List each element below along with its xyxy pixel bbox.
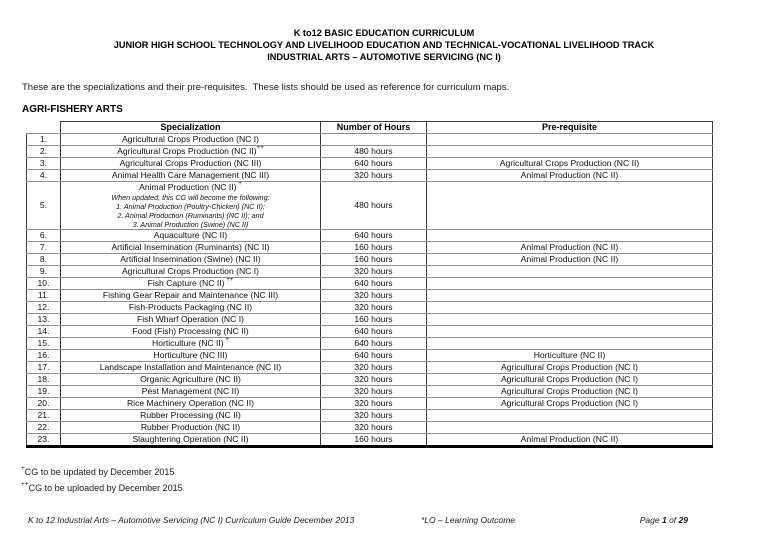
specialization-cell bbox=[61, 302, 321, 314]
hours-cell: 160 hours bbox=[321, 242, 427, 254]
specialization-cell bbox=[61, 146, 321, 158]
prereq-cell bbox=[427, 422, 713, 434]
specialization-name: Rubber Processing (NC II) bbox=[140, 410, 241, 420]
row-number-cell: 13. bbox=[27, 314, 61, 326]
row-number-cell: 4. bbox=[27, 170, 61, 182]
specialization-name: Slaughtering Operation (NC II) bbox=[132, 434, 249, 444]
table-row bbox=[27, 266, 713, 278]
table-row bbox=[27, 362, 713, 374]
row-number-cell: 18. bbox=[27, 374, 61, 386]
prereq-cell bbox=[427, 230, 713, 242]
footnote-marker: ++ bbox=[224, 277, 234, 284]
specialization-name: Agricultural Crops Production (NC I) bbox=[121, 134, 260, 144]
hours-cell: 480 hours bbox=[321, 182, 427, 230]
specialization-name: Organic Agriculture (NC II) bbox=[140, 374, 241, 384]
table-row bbox=[27, 170, 713, 182]
specialization-name: Pest Management (NC II) bbox=[141, 386, 240, 396]
cg-update-note-item: 1. Animal Production (Poultry-Chicken) (NC II); bbox=[116, 202, 265, 211]
table-row bbox=[27, 242, 713, 254]
row-number-cell: 8. bbox=[27, 254, 61, 266]
footnote: +CG to be updated by December 2015 bbox=[21, 465, 175, 477]
prereq-cell bbox=[427, 326, 713, 338]
table-row bbox=[27, 182, 713, 230]
prereq-cell: Animal Production (NC II) bbox=[427, 434, 713, 447]
table-row bbox=[27, 386, 713, 398]
hours-cell: 320 hours bbox=[321, 386, 427, 398]
hours-cell: 640 hours bbox=[321, 230, 427, 242]
row-number-cell: 9. bbox=[27, 266, 61, 278]
hours-cell: 320 hours bbox=[321, 410, 427, 422]
footnote: ++CG to be uploaded by December 2015 bbox=[21, 481, 183, 493]
specialization-name: Rubber Production (NC II) bbox=[140, 422, 241, 432]
prereq-cell: Animal Production (NC II) bbox=[427, 170, 713, 182]
intro-paragraph: These are the specializations and their pre-requisites. These lists should be used as reference for curriculum maps. bbox=[22, 82, 510, 93]
specialization-name: Horticulture (NC II) bbox=[152, 338, 224, 348]
title-line-1: K to12 BASIC EDUCATION CURRICULUM bbox=[293, 28, 475, 38]
table-row bbox=[27, 422, 713, 434]
specialization-cell bbox=[61, 338, 321, 350]
specialization-name: Horticulture (NC III) bbox=[153, 350, 228, 360]
table-row bbox=[27, 158, 713, 170]
hours-cell: 320 hours bbox=[321, 422, 427, 434]
footnotes bbox=[21, 463, 183, 495]
specialization-cell bbox=[61, 242, 321, 254]
hours-cell: 320 hours bbox=[321, 170, 427, 182]
row-number-cell: 20. bbox=[27, 398, 61, 410]
column-header-blank bbox=[27, 122, 61, 134]
specialization-cell bbox=[61, 434, 321, 447]
hours-cell: 160 hours bbox=[321, 314, 427, 326]
specialization-cell bbox=[61, 422, 321, 434]
footnote-marker: ++ bbox=[256, 145, 264, 152]
prereq-cell bbox=[427, 134, 713, 146]
table-row bbox=[27, 278, 713, 290]
prereq-cell: Agricultural Crops Production (NC I) bbox=[427, 386, 713, 398]
prereq-cell bbox=[427, 266, 713, 278]
column-header: Number of Hours bbox=[321, 122, 427, 134]
specialization-cell bbox=[61, 326, 321, 338]
specialization-cell bbox=[61, 230, 321, 242]
specialization-cell bbox=[61, 398, 321, 410]
hours-cell: 320 hours bbox=[321, 290, 427, 302]
prereq-cell: Agricultural Crops Production (NC I) bbox=[427, 362, 713, 374]
specialization-cell bbox=[61, 170, 321, 182]
table-row bbox=[27, 254, 713, 266]
row-number-cell: 1. bbox=[27, 134, 61, 146]
footer-page bbox=[640, 515, 688, 525]
row-number-cell: 17. bbox=[27, 362, 61, 374]
specialization-name: Agricultural Crops Production (NC I) bbox=[121, 266, 260, 276]
specialization-name: Agricultural Crops Production (NC II) bbox=[117, 146, 257, 156]
prereq-cell: Horticulture (NC II) bbox=[427, 350, 713, 362]
specialization-cell bbox=[61, 350, 321, 362]
specialization-cell bbox=[61, 290, 321, 302]
row-number-cell: 15. bbox=[27, 338, 61, 350]
table-row bbox=[27, 326, 713, 338]
specialization-cell bbox=[61, 362, 321, 374]
row-number-cell: 19. bbox=[27, 386, 61, 398]
prereq-cell bbox=[427, 314, 713, 326]
specialization-cell bbox=[61, 158, 321, 170]
table-row bbox=[27, 314, 713, 326]
row-number-cell: 12. bbox=[27, 302, 61, 314]
prereq-cell: Agricultural Crops Production (NC I) bbox=[427, 374, 713, 386]
hours-cell bbox=[321, 134, 427, 146]
title-line-2: JUNIOR HIGH SCHOOL TECHNOLOGY AND LIVELIHOOD EDUCATION AND TECHNICAL-VOCATIONAL LIVELIHOOD TRACK bbox=[113, 40, 655, 50]
table-row bbox=[27, 302, 713, 314]
prereq-cell bbox=[427, 278, 713, 290]
row-number-cell: 10. bbox=[27, 278, 61, 290]
table-row bbox=[27, 134, 713, 146]
specialization-name: Rice Machinery Operation (NC II) bbox=[126, 398, 255, 408]
hours-cell: 160 hours bbox=[321, 434, 427, 447]
prereq-cell: Animal Production (NC II) bbox=[427, 242, 713, 254]
footnote-marker: + bbox=[236, 181, 242, 188]
row-number-cell: 6. bbox=[27, 230, 61, 242]
row-number-cell: 7. bbox=[27, 242, 61, 254]
row-number-cell: 3. bbox=[27, 158, 61, 170]
table-row bbox=[27, 350, 713, 362]
specializations-table bbox=[26, 121, 713, 448]
table-header-row bbox=[27, 122, 713, 134]
row-number-cell: 21. bbox=[27, 410, 61, 422]
table-row bbox=[27, 434, 713, 447]
specialization-name: Landscape Installation and Maintenance (NC II) bbox=[99, 362, 282, 372]
row-number-cell: 2. bbox=[27, 146, 61, 158]
hours-cell: 640 hours bbox=[321, 350, 427, 362]
specialization-name: Aquaculture (NC II) bbox=[153, 230, 228, 240]
footnote-marker: ++ bbox=[21, 481, 29, 488]
hours-cell: 160 hours bbox=[321, 254, 427, 266]
specialization-cell bbox=[61, 134, 321, 146]
row-number-cell: 16. bbox=[27, 350, 61, 362]
specialization-cell bbox=[61, 266, 321, 278]
table-body bbox=[27, 134, 713, 447]
hours-cell: 320 hours bbox=[321, 266, 427, 278]
specialization-cell bbox=[61, 254, 321, 266]
footer-lo-note: *LO – Learning Outcome bbox=[420, 515, 516, 525]
specialization-name: Fish Wharf Operation (NC I) bbox=[137, 314, 244, 324]
row-number-cell: 23. bbox=[27, 434, 61, 447]
specialization-name: Artificial Insemination (Swine) (NC II) bbox=[120, 254, 261, 264]
column-header: Pre-requisite bbox=[427, 122, 713, 134]
specialization-cell bbox=[61, 314, 321, 326]
hours-cell: 320 hours bbox=[321, 362, 427, 374]
hours-cell: 320 hours bbox=[321, 302, 427, 314]
footer-page-segment: 1 bbox=[661, 515, 667, 525]
prereq-cell: Animal Production (NC II) bbox=[427, 254, 713, 266]
hours-cell: 480 hours bbox=[321, 146, 427, 158]
specialization-cell bbox=[61, 278, 321, 290]
specialization-cell bbox=[61, 182, 321, 230]
hours-cell: 640 hours bbox=[321, 158, 427, 170]
row-number-cell: 5. bbox=[27, 182, 61, 230]
specialization-name: Food (Fish) Processing (NC II) bbox=[132, 326, 249, 336]
footer-page-segment: of bbox=[666, 515, 679, 525]
title-line-3: INDUSTRIAL ARTS – AUTOMOTIVE SERVICING (NC I) bbox=[267, 52, 501, 62]
table-row bbox=[27, 146, 713, 158]
row-number-cell: 11. bbox=[27, 290, 61, 302]
prereq-cell bbox=[427, 290, 713, 302]
table-row bbox=[27, 230, 713, 242]
hours-cell: 640 hours bbox=[321, 326, 427, 338]
specialization-name: Fish Capture (NC II) bbox=[147, 278, 225, 288]
table-row bbox=[27, 374, 713, 386]
footnote-marker: + bbox=[223, 337, 229, 344]
column-header: Specialization bbox=[61, 122, 321, 134]
specialization-cell bbox=[61, 386, 321, 398]
hours-cell: 640 hours bbox=[321, 278, 427, 290]
specialization-name: Fishing Gear Repair and Maintenance (NC III) bbox=[102, 290, 279, 300]
table-row bbox=[27, 338, 713, 350]
hours-cell: 640 hours bbox=[321, 338, 427, 350]
specialization-name: Animal Production (NC II) bbox=[139, 182, 237, 192]
prereq-cell bbox=[427, 302, 713, 314]
footer-document-title: K to 12 Industrial Arts – Automotive Servicing (NC I) Curriculum Guide December 2013 bbox=[28, 515, 355, 525]
footer-page-segment: 29 bbox=[678, 515, 688, 525]
specialization-cell bbox=[61, 410, 321, 422]
prereq-cell: Agricultural Crops Production (NC II) bbox=[427, 158, 713, 170]
hours-cell: 320 hours bbox=[321, 374, 427, 386]
footer-page-segment: Page bbox=[639, 515, 662, 525]
row-number-cell: 22. bbox=[27, 422, 61, 434]
specialization-name: Agricultural Crops Production (NC III) bbox=[119, 158, 262, 168]
specialization-name: Artificial Insemination (Ruminants) (NC II) bbox=[111, 242, 270, 252]
cg-update-note-item: 3. Animal Production (Swine) (NC II) bbox=[132, 220, 249, 229]
prereq-cell bbox=[427, 410, 713, 422]
prereq-cell bbox=[427, 338, 713, 350]
specialization-name: Animal Health Care Management (NC III) bbox=[111, 170, 270, 180]
section-title: AGRI-FISHERY ARTS bbox=[22, 104, 123, 115]
prereq-cell bbox=[427, 182, 713, 230]
document-title-block bbox=[0, 27, 768, 63]
hours-cell: 320 hours bbox=[321, 398, 427, 410]
prereq-cell bbox=[427, 146, 713, 158]
cg-update-note: When updated, this CG will become the following: bbox=[111, 193, 270, 202]
footnote-marker: + bbox=[21, 465, 25, 472]
specialization-name: Fish-Products Packaging (NC II) bbox=[128, 302, 253, 312]
table-row bbox=[27, 290, 713, 302]
row-number-cell: 14. bbox=[27, 326, 61, 338]
prereq-cell: Agricultural Crops Production (NC I) bbox=[427, 398, 713, 410]
specialization-cell bbox=[61, 374, 321, 386]
cg-update-note-item: 2. Animal Production (Ruminants) (NC II); and bbox=[117, 211, 264, 220]
table-row bbox=[27, 410, 713, 422]
table-row bbox=[27, 398, 713, 410]
page-footer bbox=[0, 515, 768, 529]
